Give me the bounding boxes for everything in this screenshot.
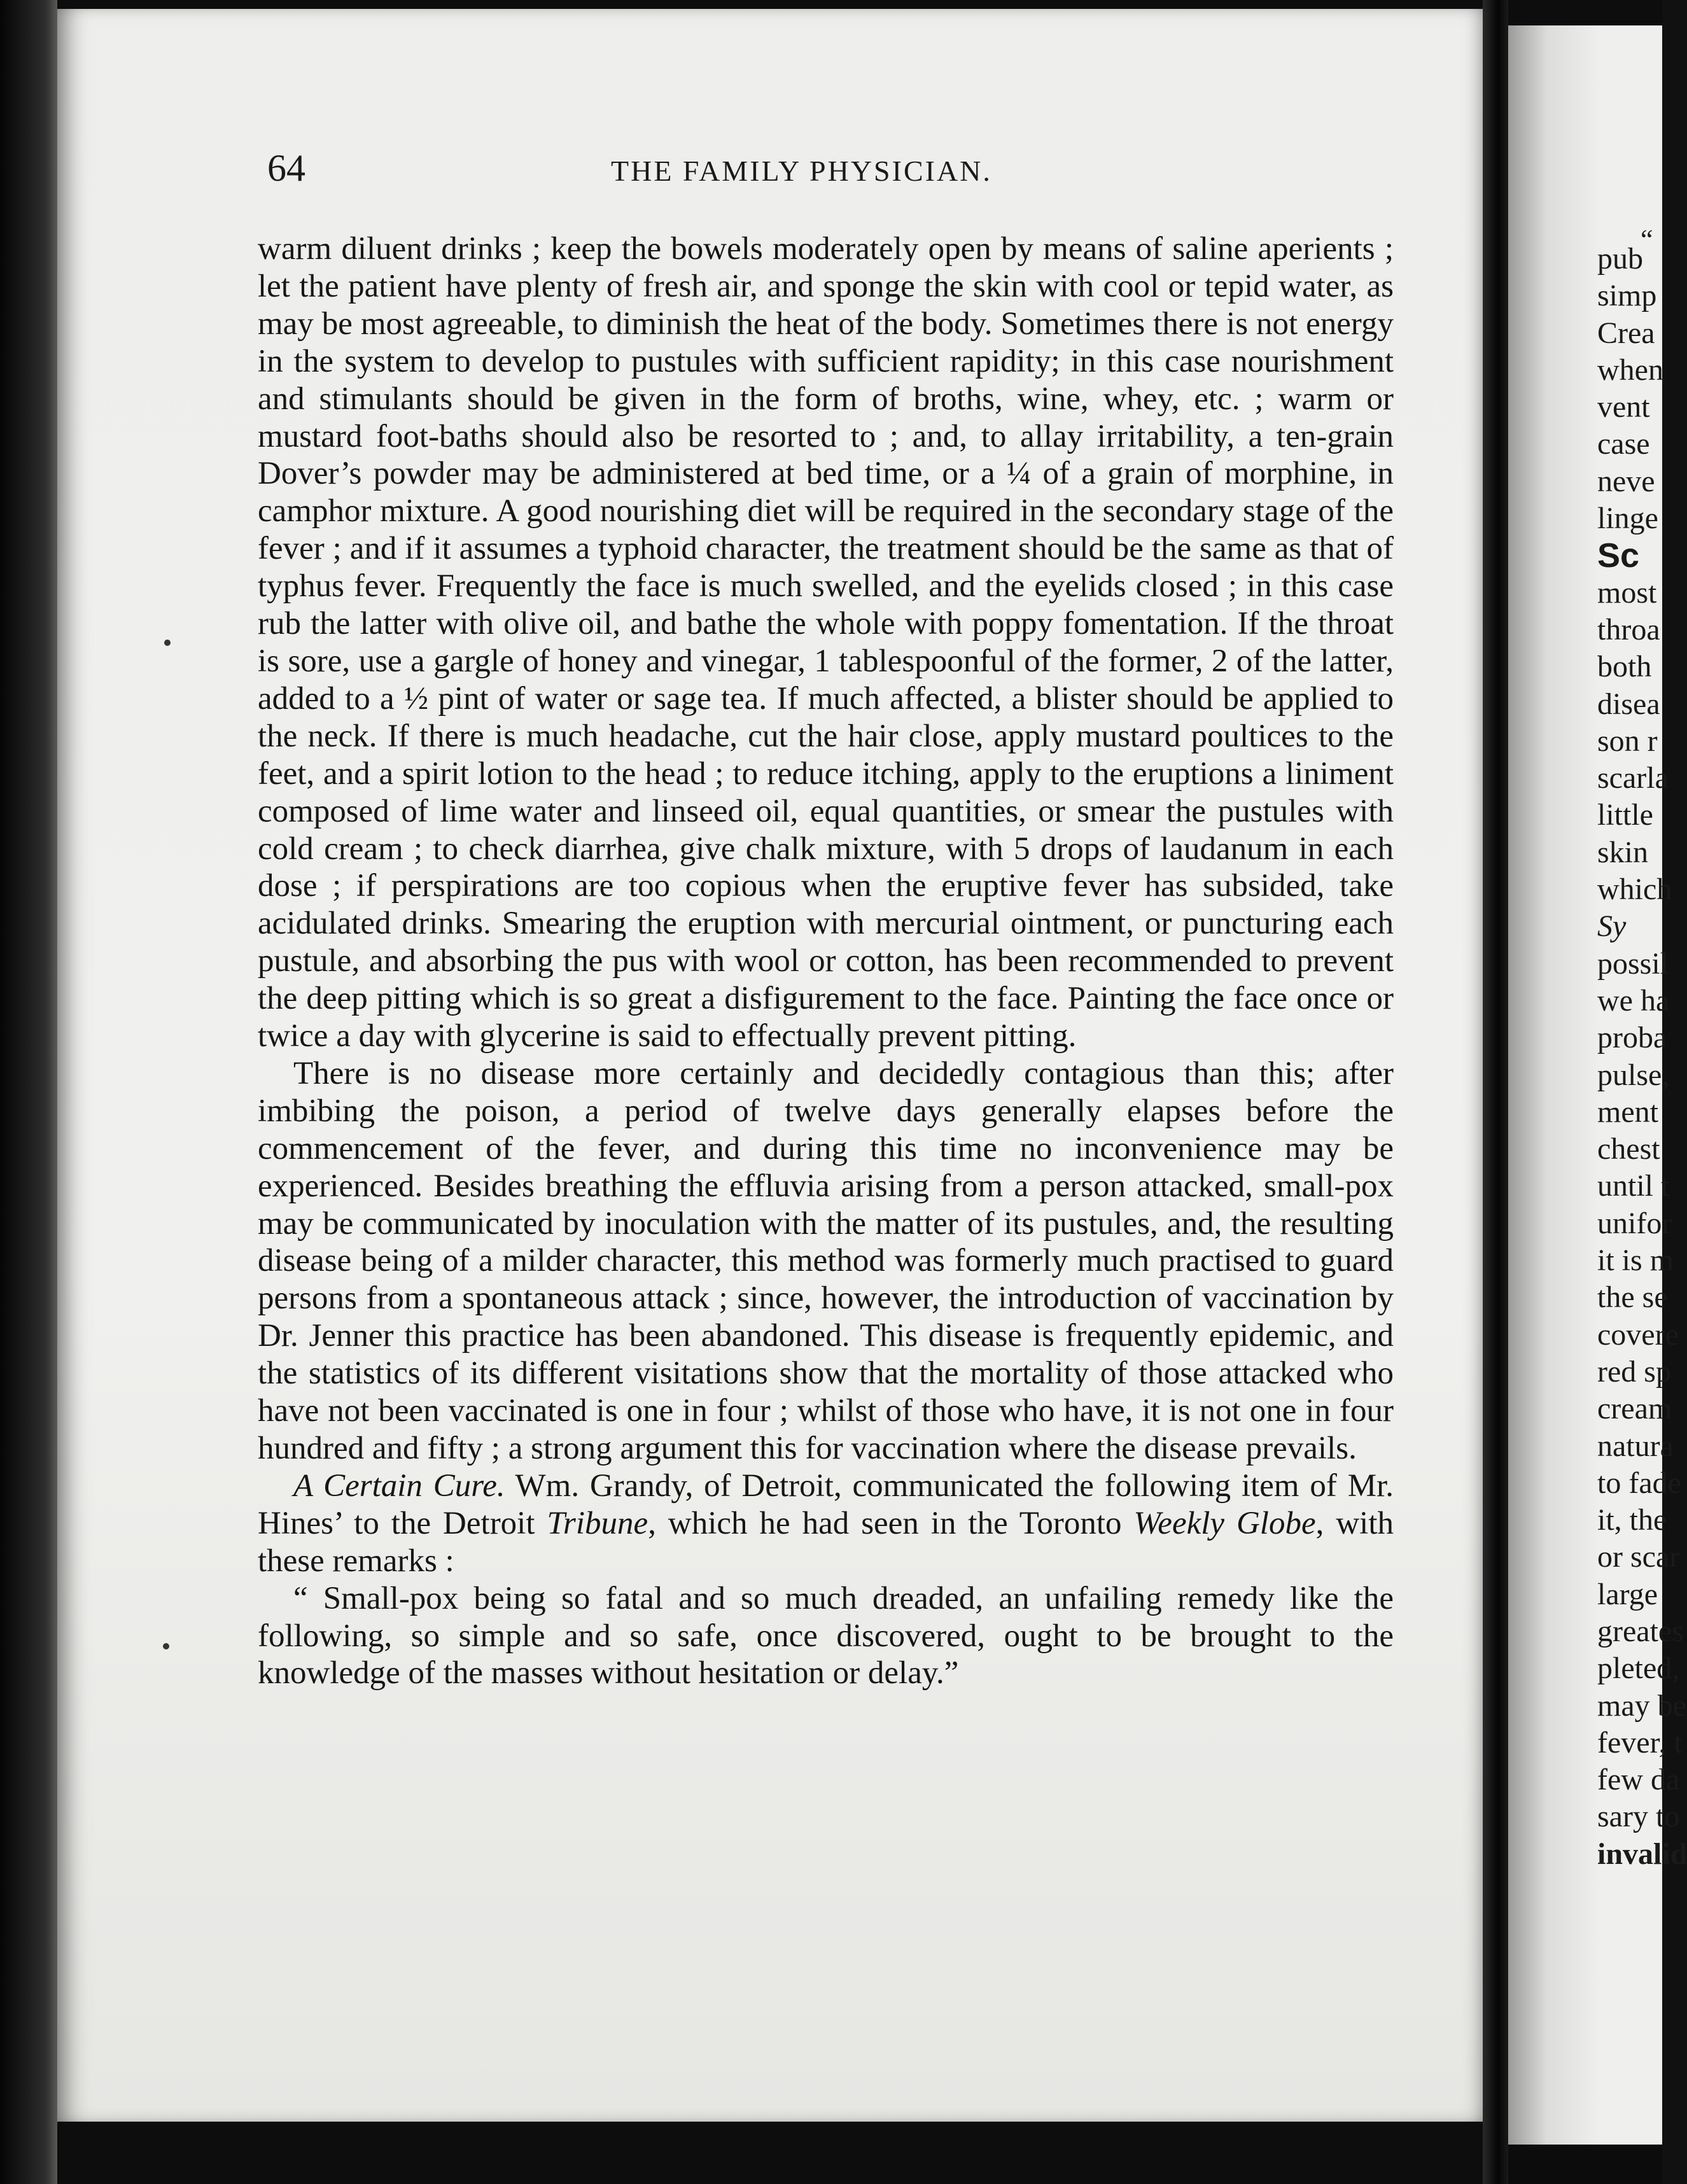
facing-line: case: [1597, 427, 1650, 461]
facing-line: both: [1597, 650, 1652, 684]
facing-line: pulse,: [1597, 1058, 1670, 1092]
facing-line: or scar: [1597, 1540, 1680, 1574]
facing-line: invalid: [1597, 1837, 1687, 1871]
book-gutter: [1483, 0, 1508, 2184]
page-number: 64: [267, 147, 305, 189]
facing-line: covere: [1597, 1317, 1679, 1352]
facing-line: to fade: [1597, 1466, 1681, 1500]
certain-cure-heading: A Certain Cure.: [293, 1467, 505, 1504]
facing-page-text: [1597, 224, 1687, 1873]
facing-line: proba: [1597, 1021, 1667, 1055]
facing-line: which: [1597, 872, 1672, 907]
facing-line: it, the: [1597, 1503, 1667, 1537]
book-spine: [0, 0, 57, 2184]
paper-speck: [163, 1643, 169, 1649]
facing-line: skin: [1597, 835, 1649, 869]
facing-line: greates: [1597, 1614, 1684, 1648]
paragraph-certain-cure: [258, 1467, 1394, 1580]
facing-line: linge: [1597, 501, 1658, 536]
page-body-text: [258, 230, 1394, 1692]
facing-line: Crea: [1597, 316, 1655, 350]
facing-line: Sy: [1597, 909, 1627, 944]
certain-cure-text-c: , with these remarks :: [258, 1505, 1394, 1579]
facing-line: unifor: [1597, 1206, 1672, 1240]
facing-line: possil: [1597, 946, 1669, 981]
facing-line: most: [1597, 575, 1657, 610]
facing-line: large: [1597, 1577, 1658, 1611]
facing-line: red sp: [1597, 1354, 1671, 1389]
weekly-globe-title: Weekly Globe: [1133, 1505, 1316, 1541]
facing-line: neve: [1597, 464, 1655, 498]
certain-cure-text-a: Wm. Grandy, of Detroit, communicated the following item of Mr. Hines’ to the Detroit: [258, 1467, 1394, 1541]
certain-cure-text-b: , which he had seen in the Toronto: [648, 1505, 1134, 1541]
paragraph-quotation: “ Small-pox being so fatal and so much dreaded, an unfailing remedy like the following, so simple and so safe, once discovered, ought to be brought to the knowledge of the masses without hesitation or delay.”: [258, 1580, 1394, 1691]
facing-line: sary to: [1597, 1800, 1680, 1834]
facing-line: the se: [1597, 1280, 1668, 1315]
facing-line: vent: [1597, 390, 1650, 424]
facing-line: natura: [1597, 1429, 1674, 1463]
tribune-title: Tribune: [547, 1505, 648, 1541]
facing-line: simp: [1597, 279, 1657, 313]
facing-line: it is m: [1597, 1243, 1674, 1278]
facing-line: chest: [1597, 1132, 1660, 1166]
facing-line: scarla: [1597, 761, 1669, 795]
facing-line: cream: [1597, 1392, 1672, 1426]
facing-heading: Sc: [1597, 536, 1640, 575]
facing-line: when: [1597, 353, 1663, 387]
facing-line: disea: [1597, 687, 1660, 721]
running-title: THE FAMILY PHYSICIAN.: [611, 155, 992, 187]
facing-line: pleted,: [1597, 1651, 1680, 1686]
facing-line: son r: [1597, 724, 1658, 758]
facing-line: little: [1597, 798, 1653, 832]
facing-line: may be: [1597, 1688, 1686, 1723]
facing-line: “: [1641, 224, 1653, 255]
facing-line: pub: [1597, 242, 1643, 276]
facing-line: few da: [1597, 1763, 1680, 1797]
facing-line: until t: [1597, 1169, 1670, 1203]
facing-line: ment: [1597, 1095, 1658, 1129]
facing-line: throa: [1597, 612, 1660, 647]
paragraph-treatment: warm diluent drinks ; keep the bowels moderately open by means of saline aperients ; let the patient have plenty of fresh air, and sponge the skin with cool or tepid water, as may be most agreeable, to diminish the heat of the body. Sometimes there is not energy in the system to develop to pustules with sufficient rapidity; in this case nourishment and stimulants should be given in the form of broths, wine, whey, etc. ; warm or mustard foot-baths should also be resorted to ; and, to allay irritability, a ten-grain Dover’s powder may be administered at bed time, or a ¼ of a grain of morphine, in camphor mixture. A good nourishing diet will be required in the secondary stage of the fever ; and if it assumes a typhoid character, the treatment should be the same as that of typhus fever. Frequently the face is much swelled, and the eyelids closed ; in this case rub the latter with olive oil, and bathe the whole with poppy fomentation. If the throat is sore, use a gargle of honey and vinegar, 1 tablespoonful of the former, 2 of the latter, added to a ½ pint of water or sage tea. If much affected, a blister should be applied to the neck. If there is much headache, cut the hair close, apply mustard poultices to the feet, and a spirit lotion to the head ; to reduce itching, apply to the eruptions a liniment composed of lime water and linseed oil, equal quantities, or smear the pustules with cold cream ; to check diarrhea, give chalk mixture, with 5 drops of laudanum in each dose ; if perspirations are too copious when the eruptive fever has subsided, take acidulated drinks. Smearing the eruption with mercurial ointment, or puncturing each pustule, and absorbing the pus with wool or cotton, has been recommended to prevent the deep pitting which is so great a disfigurement to the face. Painting the face once or twice a day with glycerine is said to effectually prevent pitting.: [258, 231, 1394, 1054]
paper-speck: [164, 640, 171, 646]
facing-line: we ha: [1597, 983, 1670, 1018]
facing-line: fever, t: [1597, 1725, 1683, 1760]
paragraph-contagion: There is no disease more certainly and decidedly contagious than this; after imbibing the poison, a period of twelve days generally elapses before the commencement of the fever, and during this time no inconvenience may be experienced. Besides breathing the effluvia arising from a person attacked, small-pox may be communicated by inoculation with the matter of its pustules, and, the resulting disease being of a milder character, this method was formerly much practised to guard persons from a spontaneous attack ; since, however, the introduction of vaccination by Dr. Jenner this practice has been abandoned. This disease is frequently epidemic, and the statistics of its different visitations show that the mortality of those attacked who have not been vaccinated is one in four ; whilst of those who have, it is not one in four hundred and fifty ; a strong argument this for vaccination where the disease prevails.: [258, 1055, 1394, 1466]
facing-page-shadow: [1508, 2145, 1662, 2184]
